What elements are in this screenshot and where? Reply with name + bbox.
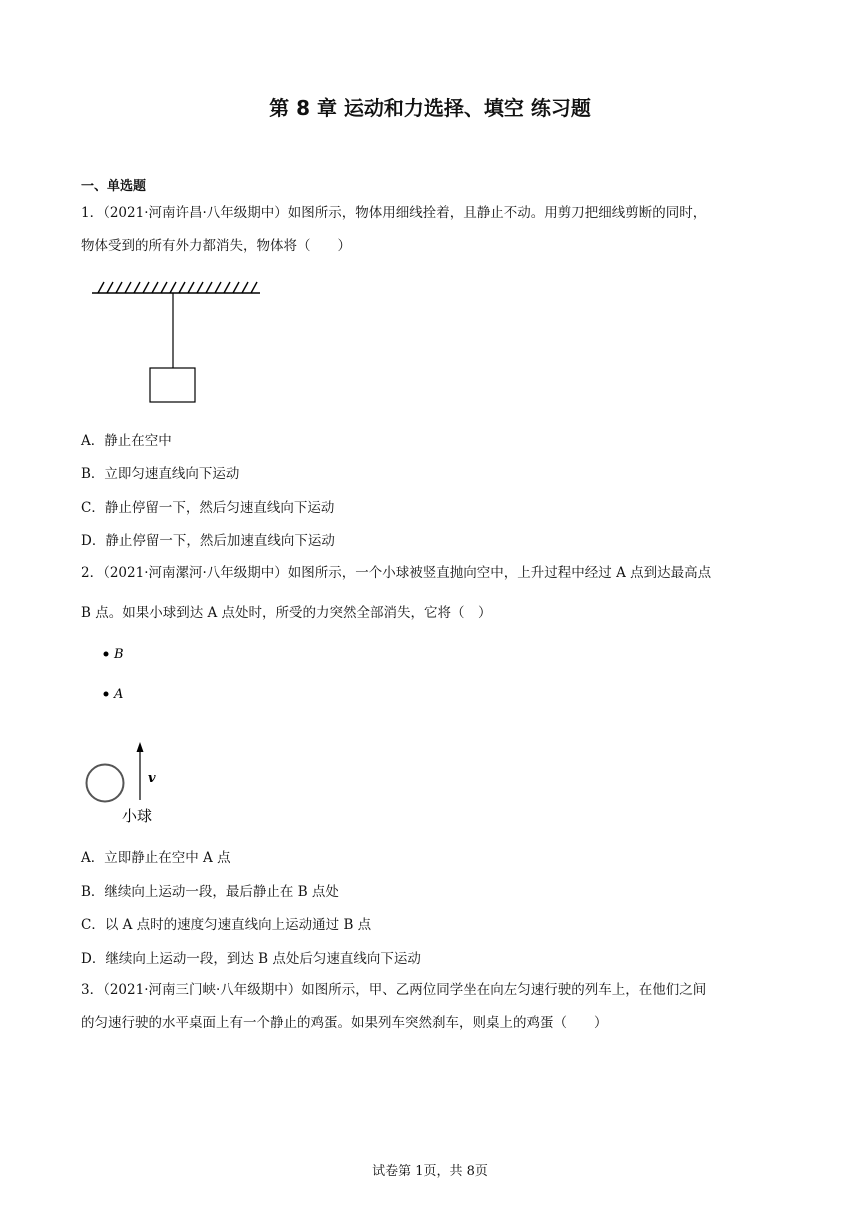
q2-stem-line1: 2．（2021·河南漯河·八年级期中）如图所示，一个小球被竖直抛向空中，上升过程中经过 A 点到达最高点: [81, 565, 712, 581]
q2-option-b: B．继续向上运动一段，最后静止在 B 点处: [81, 884, 339, 900]
q3-stem-line1: 3．（2021·河南三门峡·八年级期中）如图所示，甲、乙两位同学坐在向左匀速行驶的列车上，在他们之间: [81, 982, 707, 998]
q3-stem-line2: 的匀速行驶的水平桌面上有一个静止的鸡蛋。如果列车突然刹车，则桌上的鸡蛋（ ）: [81, 1015, 608, 1031]
ball-circle: [87, 765, 124, 802]
page-footer: 试卷第 1页，共 8页: [372, 1164, 488, 1179]
ball-label: 小球: [122, 807, 153, 825]
point-a-label: A: [114, 687, 124, 702]
q1-option-b: B．立即匀速直线向下运动: [81, 466, 240, 482]
q2-ball-figure: [84, 640, 194, 830]
q1-option-a: A．静止在空中: [81, 433, 172, 449]
q1-option-d: D．静止停留一下，然后加速直线向下运动: [81, 533, 335, 549]
page-title: 第 8 章 运动和力选择、填空 练习题: [269, 96, 591, 120]
q2-option-d: D．继续向上运动一段，到达 B 点处后匀速直线向下运动: [81, 951, 421, 967]
q1-stem-line2: 物体受到的所有外力都消失，物体将（ ）: [81, 238, 351, 254]
velocity-arrow-head: [137, 742, 144, 752]
point-b-label: B: [114, 647, 124, 662]
section-heading: 一、单选题: [81, 179, 147, 194]
q2-stem-line2: B 点。如果小球到达 A 点处时，所受的力突然全部消失，它将（ ）: [81, 605, 492, 621]
q1-option-c: C．静止停留一下，然后匀速直线向下运动: [81, 500, 335, 516]
q2-option-a: A．立即静止在空中 A 点: [81, 850, 231, 866]
point-a-dot: [104, 692, 109, 697]
hanging-block: [150, 368, 195, 402]
velocity-label: v: [148, 771, 156, 786]
q2-option-c: C．以 A 点时的速度匀速直线向上运动通过 B 点: [81, 917, 372, 933]
q1-hanging-block-figure: [88, 280, 268, 406]
q1-stem-line1: 1．（2021·河南许昌·八年级期中）如图所示，物体用细线拴着，且静止不动。用剪刀把细线剪断的同时，: [81, 205, 707, 221]
point-b-dot: [104, 652, 109, 657]
ceiling-hatching: [98, 282, 257, 293]
